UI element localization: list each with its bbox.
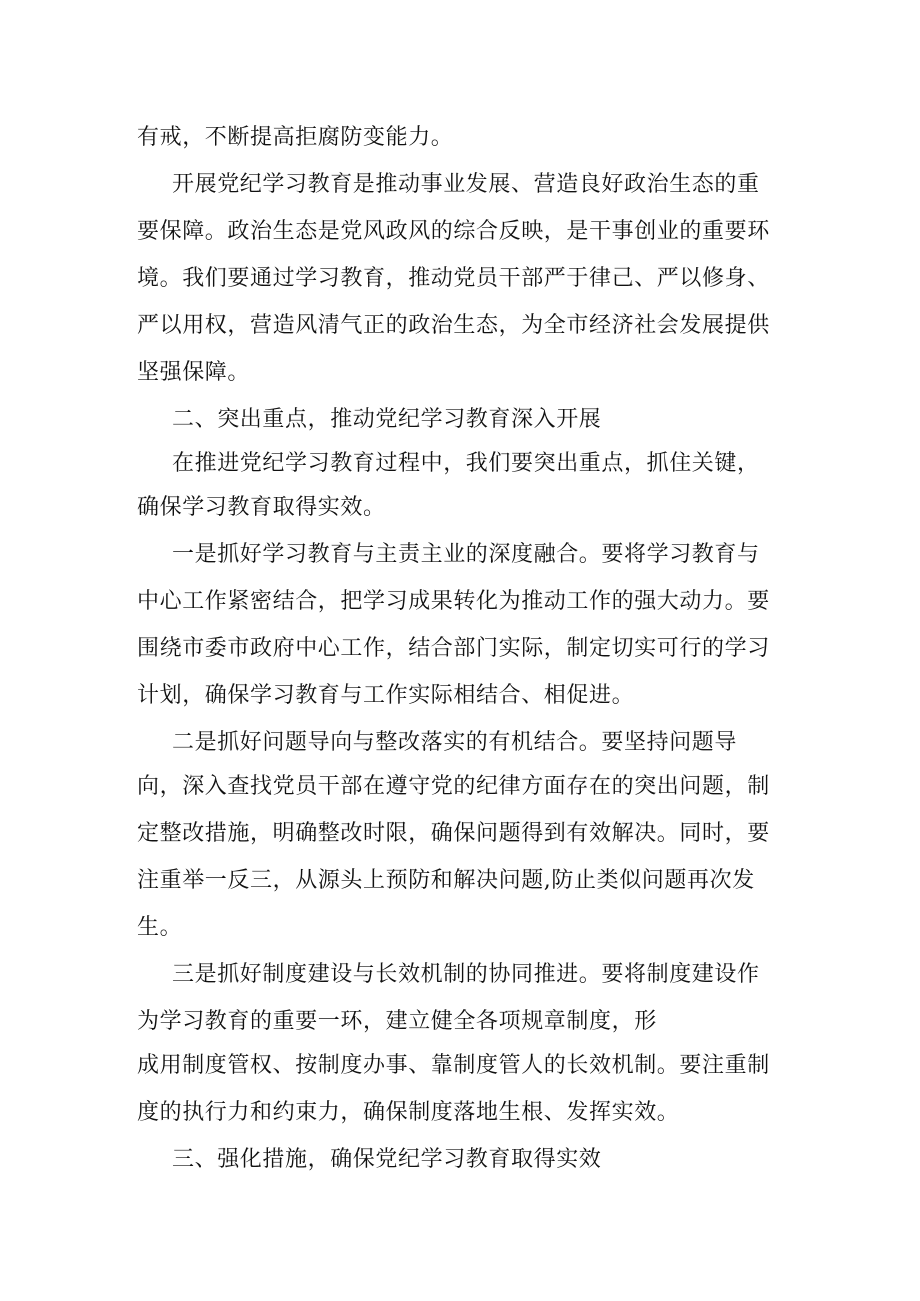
paragraph-line: 三是抓好制度建设与长效机制的协同推进。要将制度建设作 [172,962,760,987]
paragraph-line: 度的执行力和约束力，确保制度落地生根、发挥实效。 [137,1100,680,1125]
paragraph-line: 计划，确保学习教育与工作实际相结合、相促进。 [137,683,635,708]
paragraph-line: 坚强保障。 [137,360,251,385]
section-heading: 三、强化措施，确保党纪学习教育取得实效 [172,1147,602,1172]
paragraph-line: 围绕市委市政府中心工作，结合部门实际，制定切实可行的学习 [137,636,770,661]
paragraph-line: 向，深入查找党员干部在遵守党的纪律方面存在的突出问题，制 [137,774,770,799]
paragraph-line: 中心工作紧密结合，把学习成果转化为推动工作的强大动力。要 [137,589,770,614]
paragraph-line: 成用制度管权、按制度办事、靠制度管人的长效机制。要注重制 [137,1053,770,1078]
paragraph-line: 二是抓好问题导向与整改落实的有机结合。要坚持问题导 [172,730,738,755]
paragraph-line: 定整改措施，明确整改时限，确保问题得到有效解决。同时，要 [137,821,770,846]
paragraph-line: 有戒，不断提高拒腐防变能力。 [137,125,454,150]
paragraph-line: 确保学习教育取得实效。 [137,495,386,520]
paragraph-line: 开展党纪学习教育是推动事业发展、营造良好政治生态的重 [172,172,760,197]
paragraph-line: 一是抓好学习教育与主责主业的深度融合。要将学习教育与 [172,542,760,567]
section-heading: 二、突出重点，推动党纪学习教育深入开展 [172,407,602,432]
paragraph-line: 注重举一反三，从源头上预防和解决问题,防止类似问题再次发 [137,868,755,893]
paragraph-line: 为学习教育的重要一环，建立健全各项规章制度，形 [137,1009,657,1034]
paragraph-line: 要保障。政治生态是党风政风的综合反映，是干事创业的重要环 [137,219,770,244]
paragraph-line: 生。 [137,915,183,940]
paragraph-line: 严以用权，营造风清气正的政治生态，为全市经济社会发展提供 [137,313,770,338]
paragraph-line: 在推进党纪学习教育过程中，我们要突出重点，抓住关键， [172,451,760,476]
paragraph-line: 境。我们要通过学习教育，推动党员干部严于律己、严以修身、 [137,266,770,291]
